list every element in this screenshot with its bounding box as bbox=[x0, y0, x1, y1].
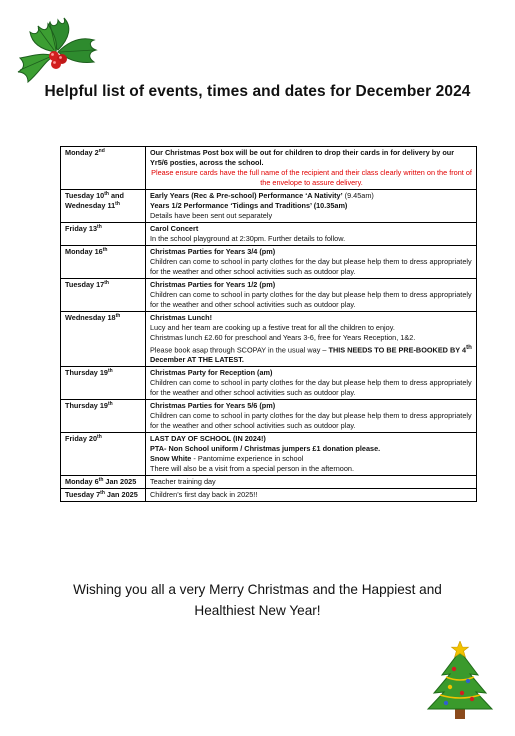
event-description bbox=[146, 367, 477, 400]
description-line: Christmas Party for Reception (am) bbox=[150, 368, 273, 378]
description-line bbox=[150, 201, 473, 211]
date-text: and Wednesday 11 bbox=[65, 191, 124, 210]
description-line: Children can come to school in party clothes for the day but please help them to dress appropriately for the weather and other school activities such as outdoor play. bbox=[150, 257, 472, 276]
date-text: Friday 13 bbox=[65, 224, 98, 233]
event-date bbox=[61, 147, 146, 190]
event-description bbox=[146, 190, 477, 223]
date-text: Thursday 19 bbox=[65, 401, 108, 411]
date-text: Monday 6 bbox=[65, 477, 99, 487]
event-description bbox=[146, 489, 477, 502]
date-text: Tuesday 17 bbox=[65, 280, 105, 289]
table-row bbox=[61, 433, 477, 476]
table-row bbox=[61, 476, 477, 489]
description-line: Lucy and her team are cooking up a festive treat for all the children to enjoy. bbox=[150, 323, 395, 332]
description-line: In the school playground at 2:30pm. Further details to follow. bbox=[150, 234, 346, 243]
event-description bbox=[146, 279, 477, 312]
date-ordinal: th bbox=[104, 280, 109, 286]
event-date bbox=[61, 400, 146, 433]
date-ordinal: th bbox=[98, 477, 104, 484]
event-date bbox=[61, 223, 146, 246]
event-description bbox=[146, 147, 477, 190]
events-table bbox=[60, 146, 477, 502]
event-description bbox=[146, 400, 477, 433]
text-segment: - Pantomime experience in school bbox=[191, 454, 304, 464]
closing-message bbox=[0, 579, 515, 621]
table-row bbox=[61, 147, 477, 190]
description-line: Christmas Parties for Years 1/2 (pm) bbox=[150, 280, 276, 289]
table-row bbox=[61, 246, 477, 279]
table-row bbox=[61, 223, 477, 246]
event-date bbox=[61, 246, 146, 279]
date-ordinal: th bbox=[108, 401, 113, 408]
text-segment: Please book asap through SCOPAY in the usual way – bbox=[150, 345, 329, 355]
text-segment: Years 1/2 Performance ‘Tidings and Traditions’ (10.35am) bbox=[150, 201, 348, 210]
description-line: Children can come to school in party clothes for the day but please help them to dress appropriately for the weather and other school activities such as outdoor play. bbox=[150, 290, 472, 309]
closing-line: Wishing you all a very Merry Christmas and the Happiest and bbox=[73, 582, 442, 597]
event-date bbox=[61, 367, 146, 400]
table-row bbox=[61, 489, 477, 502]
description-line bbox=[150, 191, 473, 201]
date-ordinal: th bbox=[115, 201, 120, 207]
table-row bbox=[61, 279, 477, 312]
table-row bbox=[61, 190, 477, 223]
christmas-tree-icon bbox=[424, 641, 496, 721]
event-description bbox=[146, 476, 477, 489]
event-date bbox=[61, 489, 146, 502]
date-text: Tuesday 10 bbox=[65, 191, 105, 200]
date-text: Friday 20 bbox=[65, 434, 98, 444]
event-description bbox=[146, 246, 477, 279]
text-segment: Early Years (Rec & Pre-school) Performance ‘A Nativity’ bbox=[150, 191, 343, 200]
event-description bbox=[146, 433, 477, 476]
event-date bbox=[61, 190, 146, 223]
page-title: Helpful list of events, times and dates for December 2024 bbox=[44, 83, 471, 100]
date-ordinal: th bbox=[104, 191, 109, 197]
date-text: Wednesday 18 bbox=[65, 313, 116, 322]
event-date bbox=[61, 476, 146, 489]
date-text: Monday 16 bbox=[65, 247, 103, 256]
description-line: Christmas Parties for Years 5/6 (pm) bbox=[150, 401, 276, 411]
table-row bbox=[61, 312, 477, 367]
date-text: Thursday 19 bbox=[65, 368, 108, 378]
date-text: Tuesday 7 bbox=[65, 490, 101, 500]
description-line: There will also be a visit from a special person in the afternoon. bbox=[150, 464, 355, 474]
date-text: Jan 2025 bbox=[103, 477, 137, 487]
table-row bbox=[61, 367, 477, 400]
date-ordinal: th bbox=[102, 247, 108, 253]
text-segment: th bbox=[466, 344, 472, 351]
text-segment: December AT THE LATEST. bbox=[150, 355, 244, 365]
description-line: LAST DAY OF SCHOOL (IN 2024!) bbox=[150, 434, 266, 444]
event-description bbox=[146, 223, 477, 246]
date-text: Jan 2025 bbox=[104, 490, 138, 500]
date-ordinal: th bbox=[115, 313, 121, 319]
date-ordinal: th bbox=[100, 490, 105, 497]
text-segment: (9.45am) bbox=[342, 191, 374, 200]
date-ordinal: th bbox=[97, 224, 102, 230]
holly-icon bbox=[14, 10, 100, 90]
text-segment: Snow White bbox=[150, 454, 192, 464]
closing-line: Healthiest New Year! bbox=[194, 603, 321, 618]
description-line: PTA- Non School uniform / Christmas jumpers £1 donation please. bbox=[150, 444, 381, 454]
event-date bbox=[61, 312, 146, 367]
date-ordinal: th bbox=[108, 368, 113, 375]
description-line: Children’s first day back in 2025!! bbox=[150, 490, 258, 500]
description-line: Carol Concert bbox=[150, 224, 199, 233]
table-row bbox=[61, 400, 477, 433]
description-line: Details have been sent out separately bbox=[150, 211, 273, 220]
description-line: Teacher training day bbox=[150, 477, 216, 487]
text-segment: THIS NEEDS TO BE PRE-BOOKED BY 4 bbox=[328, 345, 467, 355]
date-ordinal: nd bbox=[98, 148, 105, 154]
description-line bbox=[150, 343, 473, 365]
event-date bbox=[61, 433, 146, 476]
event-description bbox=[146, 312, 477, 367]
date-ordinal: th bbox=[97, 434, 102, 441]
description-line: Please ensure cards have the full name of the recipient and their class clearly written on the front of the envelope to assure delivery. bbox=[151, 168, 472, 187]
event-date bbox=[61, 279, 146, 312]
description-line bbox=[150, 454, 473, 464]
description-line: Christmas Parties for Years 3/4 (pm) bbox=[150, 247, 276, 256]
description-line: Our Christmas Post box will be out for children to drop their cards in for delivery by our Yr5/6 posties, across the school. bbox=[150, 148, 455, 167]
date-text: Monday 2 bbox=[65, 148, 99, 157]
description-line: Christmas Lunch! bbox=[150, 313, 213, 322]
description-line: Children can come to school in party clothes for the day but please help them to dress appropriately for the weather and other school activities such as outdoor play. bbox=[150, 378, 472, 398]
description-line: Children can come to school in party clothes for the day but please help them to dress appropriately for the weather and other school activities such as outdoor play. bbox=[150, 411, 472, 431]
description-line: Christmas lunch £2.60 for preschool and Years 3-6, free for Years Reception, 1&2. bbox=[150, 333, 416, 342]
